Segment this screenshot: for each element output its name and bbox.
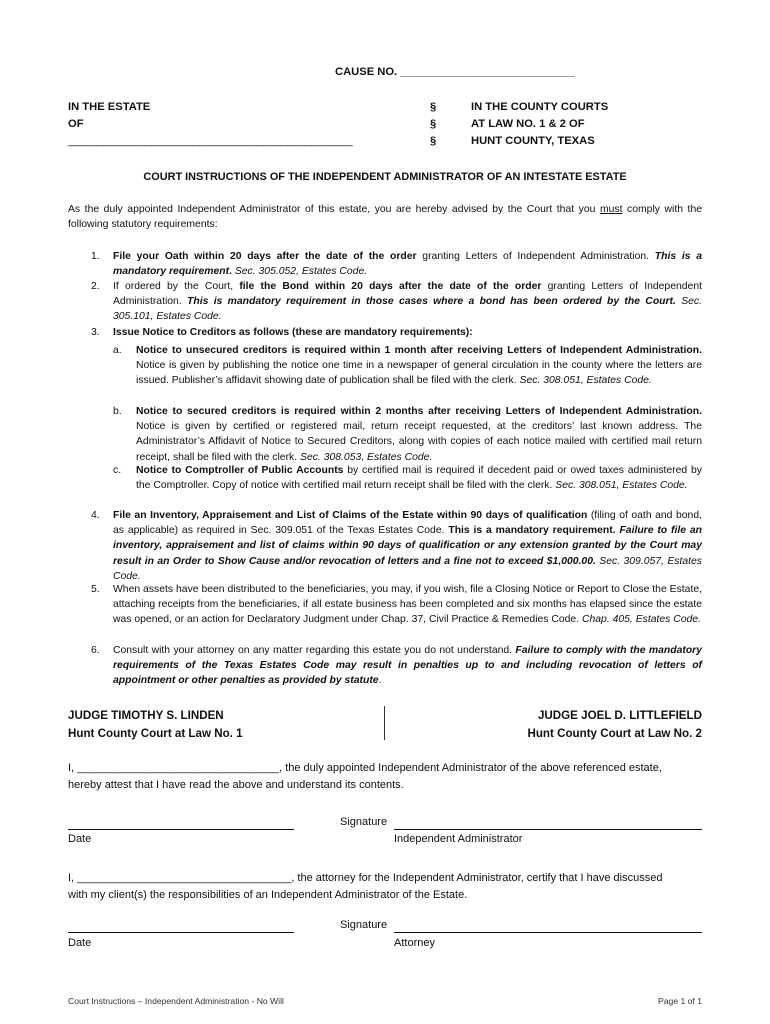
attestation-line2: hereby attest that I have read the above and understand its contents. (68, 779, 404, 791)
list-item: File your Oath within 20 days after the date of the order granting Letters of Independent Administration. This is a mandatory requirement. Sec. 305.052, Estates Code. (113, 251, 703, 278)
cause-label: CAUSE NO. (335, 66, 398, 78)
caption-left-line2: OF (68, 118, 84, 130)
judge-right-name: JUDGE JOEL D. LITTLEFIELD (537, 709, 702, 722)
judges-divider (384, 706, 385, 740)
sub-item-letter: b. (113, 406, 122, 417)
list-item: When assets have been distributed to the beneficiaries, you may, if you wish, file a Closing Notice or Report to Close the Estate, attaching receipts from the beneficiaries, if all estate business has been completed and six months has elapsed since the estate was opened, or an action for Declaratory Judgment under Chap. 37, Civil Practice & Remedies Code. Chap. 405, Estates Code. (113, 584, 702, 626)
item-number: 5. (91, 584, 100, 595)
attestation-line1: I, _________________________________, the duly appointed Independent Administrator of the above referenced estate, (68, 762, 662, 774)
date-line[interactable] (68, 932, 294, 933)
list-item: Consult with your attorney on any matter regarding this estate you do not understand. Failure to comply with the mandatory requirements of the Texas Estates Code may result in penalties up to and including revocation of letters of appointment or other penalties as provided by statute. (113, 645, 703, 687)
document-title: COURT INSTRUCTIONS OF THE INDEPENDENT ADMINISTRATOR OF AN INTESTATE ESTATE (143, 171, 627, 183)
judge-right (402, 707, 702, 743)
sub-list-item: Notice to Comptroller of Public Accounts by certified mail is required if decedent paid or owed taxes administered by the Comptroller. Copy of notice with certified mail return receipt shall be filed with the clerk. Sec. 308.051, Estates Code. (136, 465, 702, 492)
caption-left (68, 99, 428, 150)
administrator-name-blank[interactable]: _________________________________ (77, 762, 280, 774)
sub-item-letter: a. (113, 345, 122, 356)
signature-label: Signature (340, 816, 388, 828)
item-number: 2. (91, 281, 100, 292)
signature-line[interactable] (394, 932, 702, 933)
item-number: 1. (91, 251, 100, 262)
cause-number (335, 64, 575, 81)
intro-paragraph: As the duly appointed Independent Administrator of this estate, you are hereby advised by the Court that you must comply with the following statutory requirements: (68, 204, 702, 231)
item-number: 3. (91, 327, 100, 338)
role-label: Attorney (394, 937, 435, 949)
judge-left-court: Hunt County Court at Law No. 1 (68, 727, 243, 740)
judge-left-name: JUDGE TIMOTHY S. LINDEN (68, 709, 224, 722)
caption-right-line1: IN THE COUNTY COURTS (471, 101, 609, 113)
sub-list-item: Notice to unsecured creditors is required within 1 month after receiving Letters of Independent Administration. Notice is given by publishing the notice one time in a newspaper of general circulation in the county where the letters are issued. Publisher’s affidavit showing date of publication shall be filed with the clerk. Sec. 308.051, Estates Code. (136, 345, 702, 387)
footer-page-number: Page 1 of 1 (658, 996, 702, 1006)
footer-left: Court Instructions – Independent Administration - No Will (68, 996, 284, 1006)
list-item: If ordered by the Court, file the Bond within 20 days after the date of the order granting Letters of Independent Administration. This is mandatory requirement in those cases where a bond has been ordered by the Court. Sec. 305.101, Estates Code. (113, 281, 702, 323)
signature-label: Signature (340, 919, 388, 931)
section-mark: § (430, 101, 437, 113)
sub-list-item: Notice to secured creditors is required within 2 months after receiving Letters of Independent Administration. Notice is given by certified or registered mail, return receipt requested, at the creditors’ last known address. The Administrator’s Affidavit of Notice to Secured Creditors, along with copies of each notice mailed with certified mail return receipt, shall be filed with the clerk. Sec. 308.053, Estates Code. (136, 406, 702, 463)
must-emphasis: must (599, 204, 623, 215)
attestation-attorney (68, 870, 708, 904)
item-number: 4. (91, 510, 100, 521)
section-mark: § (430, 135, 437, 147)
caption-left-line1: IN THE ESTATE (68, 101, 151, 113)
section-mark: § (430, 118, 437, 130)
role-label: Independent Administrator (394, 833, 523, 845)
attorney-name-blank[interactable]: ___________________________________ (77, 872, 292, 884)
cause-blank: ____________________________ (400, 66, 575, 78)
caption-right-line2: AT LAW NO. 1 & 2 OF (471, 118, 585, 130)
caption-right (471, 99, 608, 150)
judge-right-court: Hunt County Court at Law No. 2 (527, 727, 702, 740)
caption-right-line3: HUNT COUNTY, TEXAS (471, 135, 595, 147)
date-line[interactable] (68, 829, 294, 830)
sub-item-letter: c. (113, 465, 122, 476)
attestation-line1: I, ___________________________________, the attorney for the Independent Administrator, certify that I have discussed (68, 872, 663, 884)
caption-left-blank: ________________________________________________ (68, 135, 353, 147)
list-item: Issue Notice to Creditors as follows (these are mandatory requirements): (113, 327, 473, 338)
list-item: File an Inventory, Appraisement and List of Claims of the Estate within 90 days of qualification (filing of oath and bond, as applicable) as required in Sec. 309.051 of the Texas Estates Code. This is a mandatory requirement. Failure to file an inventory, appraisement and list of claims within 90 days of qualification or any extension granted by the Court may result in an Order to Show Cause and/or revocation of letters and a fine not to exceed $1,000.00. Sec. 309.057, Estates Code. (113, 510, 702, 582)
attestation-line2: with my client(s) the responsibilities of an Independent Administrator of the Estate. (68, 889, 468, 901)
item-number: 6. (91, 645, 100, 656)
date-label: Date (68, 937, 92, 949)
attestation-administrator (68, 760, 708, 794)
judge-left (68, 707, 243, 743)
caption-section-marks (430, 99, 436, 150)
signature-line[interactable] (394, 829, 702, 830)
date-label: Date (68, 833, 92, 845)
